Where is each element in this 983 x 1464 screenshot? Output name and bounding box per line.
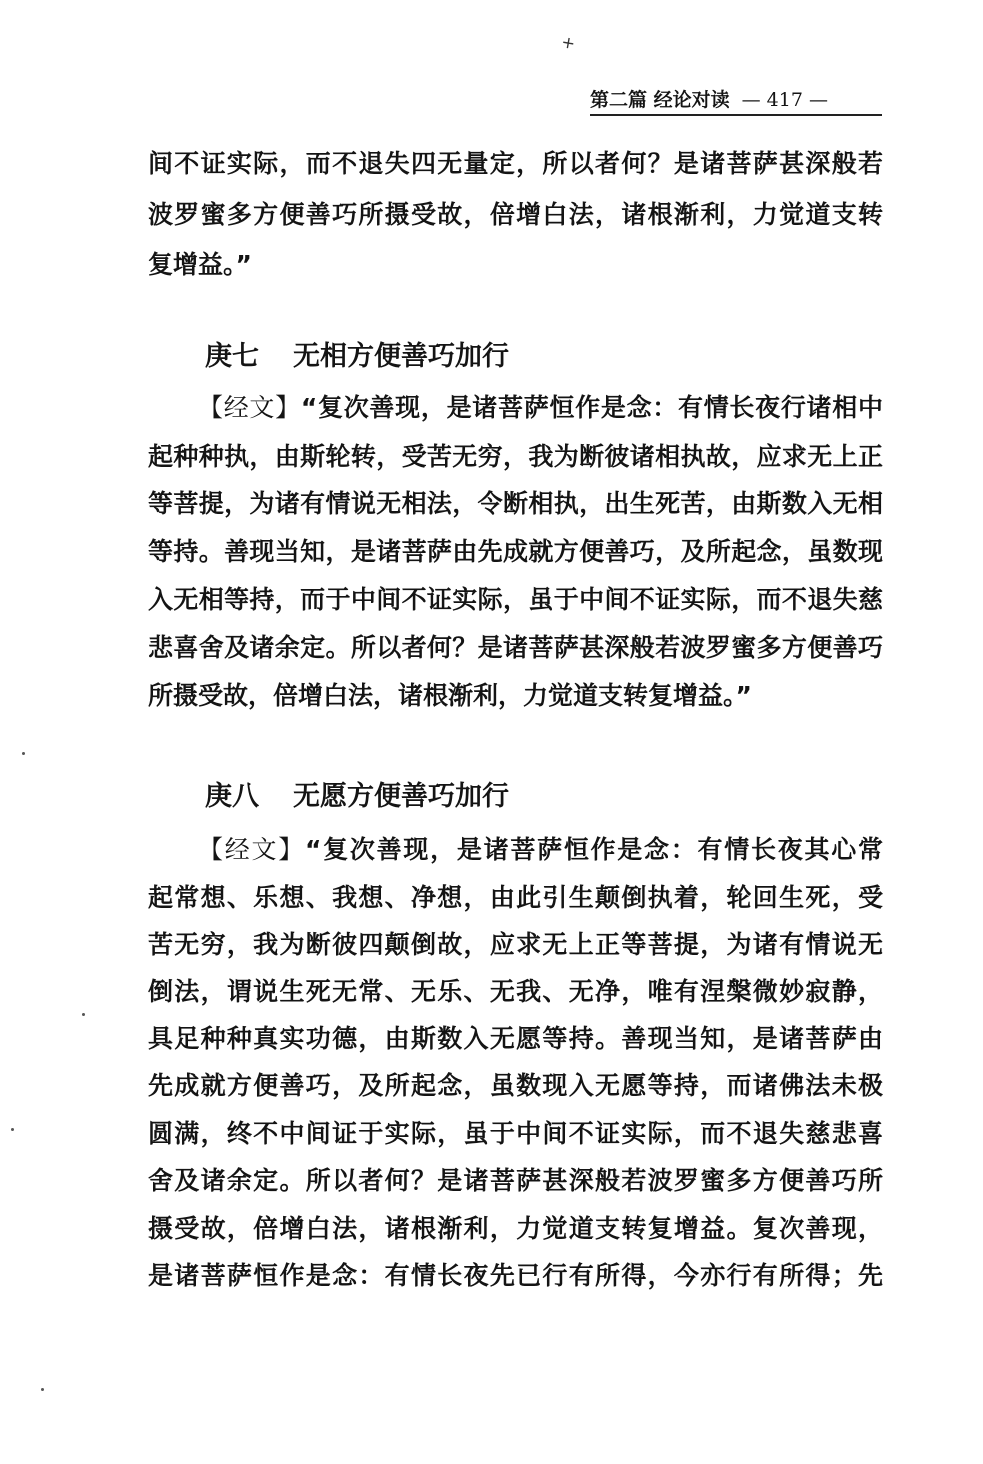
section-title: 无相方便善巧加行	[293, 341, 509, 372]
text-line: 等持。善现当知，是诸菩萨由先成就方便善巧，及所起念，虽数现	[148, 537, 883, 566]
text-line: 波罗蜜多方便善巧所摄受故，倍增白法，诸根渐利，力觉道支转	[148, 200, 883, 229]
text-line: 倒法，谓说生死无常、无乐、无我、无净，唯有涅槃微妙寂静，	[148, 977, 883, 1006]
running-header	[590, 88, 882, 116]
text-line: 入无相等持，而于中间不证实际，虽于中间不证实际，而不退失慈	[148, 585, 883, 614]
section-number: 庚七	[205, 341, 259, 372]
text-line: 摄受故，倍增白法，诸根渐利，力觉道支转复增益。复次善现，	[148, 1214, 883, 1243]
text-line: 等菩提，为诸有情说无相法，令断相执，出生死苦，由斯数入无相	[148, 489, 883, 518]
sutra-first-line	[198, 390, 883, 426]
sutra-first-line	[198, 832, 883, 868]
scan-speck	[41, 1388, 44, 1391]
section-heading	[205, 337, 509, 377]
scan-speck	[82, 1013, 85, 1016]
text-line: 悲喜舍及诸余定。所以者何？是诸菩萨甚深般若波罗蜜多方便善巧	[148, 633, 883, 662]
section-heading	[205, 777, 509, 817]
text-line: 所摄受故，倍增白法，诸根渐利，力觉道支转复增益。”	[148, 681, 752, 710]
text-line: 间不证实际，而不退失四无量定，所以者何？是诸菩萨甚深般若	[148, 149, 883, 178]
sutra-first-line-text: “复次善现，是诸菩萨恒作是念：有情长夜其心常	[304, 835, 883, 864]
sutra-tag: 【经文】	[198, 393, 301, 422]
text-line: 舍及诸余定。所以者何？是诸菩萨甚深般若波罗蜜多方便善巧所	[148, 1166, 883, 1195]
text-line: 圆满，终不中间证于实际，虽于中间不证实际，而不退失慈悲喜	[148, 1119, 883, 1148]
scan-speck	[22, 752, 25, 755]
text-line: 起种种执，由斯轮转，受苦无穷，我为断彼诸相执故，应求无上正	[148, 442, 883, 471]
section-title: 无愿方便善巧加行	[293, 781, 509, 812]
scan-mark: ✕	[559, 34, 579, 54]
text-line: 是诸菩萨恒作是念：有情长夜先已行有所得，今亦行有所得；先	[148, 1261, 883, 1290]
text-line: 复增益。”	[148, 250, 252, 279]
text-line: 具足种种真实功德，由斯数入无愿等持。善现当知，是诸菩萨由	[148, 1024, 883, 1053]
scan-speck	[11, 1128, 14, 1131]
text-line: 苦无穷，我为断彼四颠倒故，应求无上正等菩提，为诸有情说无	[148, 930, 883, 959]
sutra-first-line-text: “复次善现，是诸菩萨恒作是念：有情长夜行诸相中	[300, 393, 883, 422]
section-number: 庚八	[205, 781, 259, 812]
sutra-tag: 【经文】	[198, 835, 305, 864]
page-number: — 417 —	[741, 89, 828, 111]
header-section-title: 第二篇 经论对读	[590, 89, 730, 111]
text-line: 先成就方便善巧，及所起念，虽数现入无愿等持，而诸佛法未极	[148, 1071, 883, 1100]
text-line: 起常想、乐想、我想、净想，由此引生颠倒执着，轮回生死，受	[148, 883, 883, 912]
